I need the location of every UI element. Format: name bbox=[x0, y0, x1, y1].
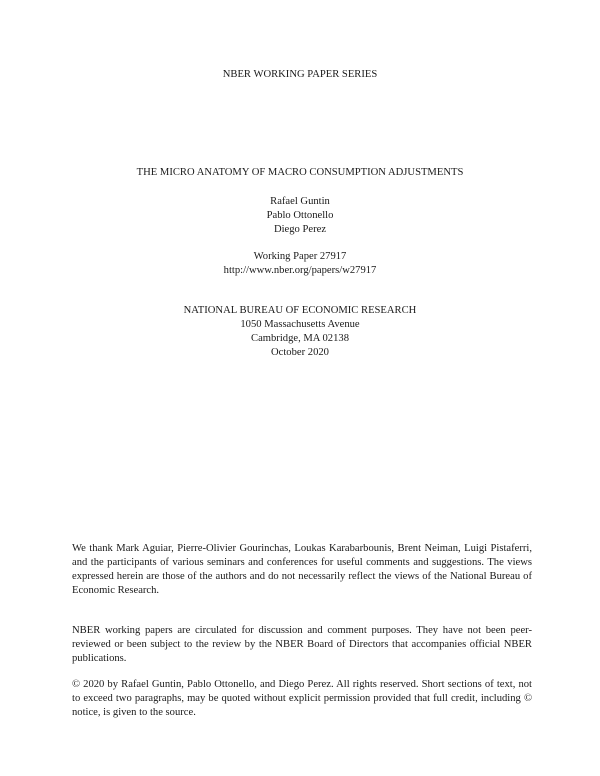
series-heading-text: NBER WORKING PAPER SERIES bbox=[222, 69, 378, 80]
acknowledgments-paragraph: We thank Mark Aguiar, Pierre-Olivier Gourinchas, Loukas Karabarbounis, Brent Neiman, Luigi Pistaferri, and the participants of various seminars and conferences for useful comments and suggestions. The views expressed herein are those of the authors and do not necessarily reflect the views of the National Bureau of Economic Research. bbox=[72, 543, 532, 596]
paper-title bbox=[0, 166, 600, 180]
series-heading bbox=[0, 68, 600, 82]
publisher-name: NATIONAL BUREAU OF ECONOMIC RESEARCH bbox=[183, 305, 417, 316]
paper-title-text: THE MICRO ANATOMY OF MACRO CONSUMPTION ADJUSTMENTS bbox=[136, 167, 464, 178]
publisher-block bbox=[0, 304, 600, 360]
working-paper-number: Working Paper 27917 bbox=[253, 251, 347, 262]
author-name: Pablo Ottonello bbox=[266, 210, 334, 221]
publisher-city: Cambridge, MA 02138 bbox=[251, 333, 349, 344]
author-name: Rafael Guntin bbox=[270, 196, 330, 207]
working-paper-info bbox=[0, 250, 600, 278]
copyright-paragraph: © 2020 by Rafael Guntin, Pablo Ottonello, and Diego Perez. All rights reserved. Short sections of text, not to exceed two paragraphs, may be quoted without explicit permission provided that full credit, including © notice, is given to the source. bbox=[72, 679, 532, 718]
publisher-street: 1050 Massachusetts Avenue bbox=[240, 319, 360, 330]
working-paper-url[interactable]: http://www.nber.org/papers/w27917 bbox=[223, 265, 377, 276]
disclaimer-paragraph: NBER working papers are circulated for discussion and comment purposes. They have not been peer-reviewed or been subject to the review by the NBER Board of Directors that accompanies official NBER publications. bbox=[72, 625, 532, 664]
publication-date: October 2020 bbox=[271, 347, 329, 358]
author-name: Diego Perez bbox=[273, 224, 327, 235]
author-list bbox=[0, 195, 600, 237]
